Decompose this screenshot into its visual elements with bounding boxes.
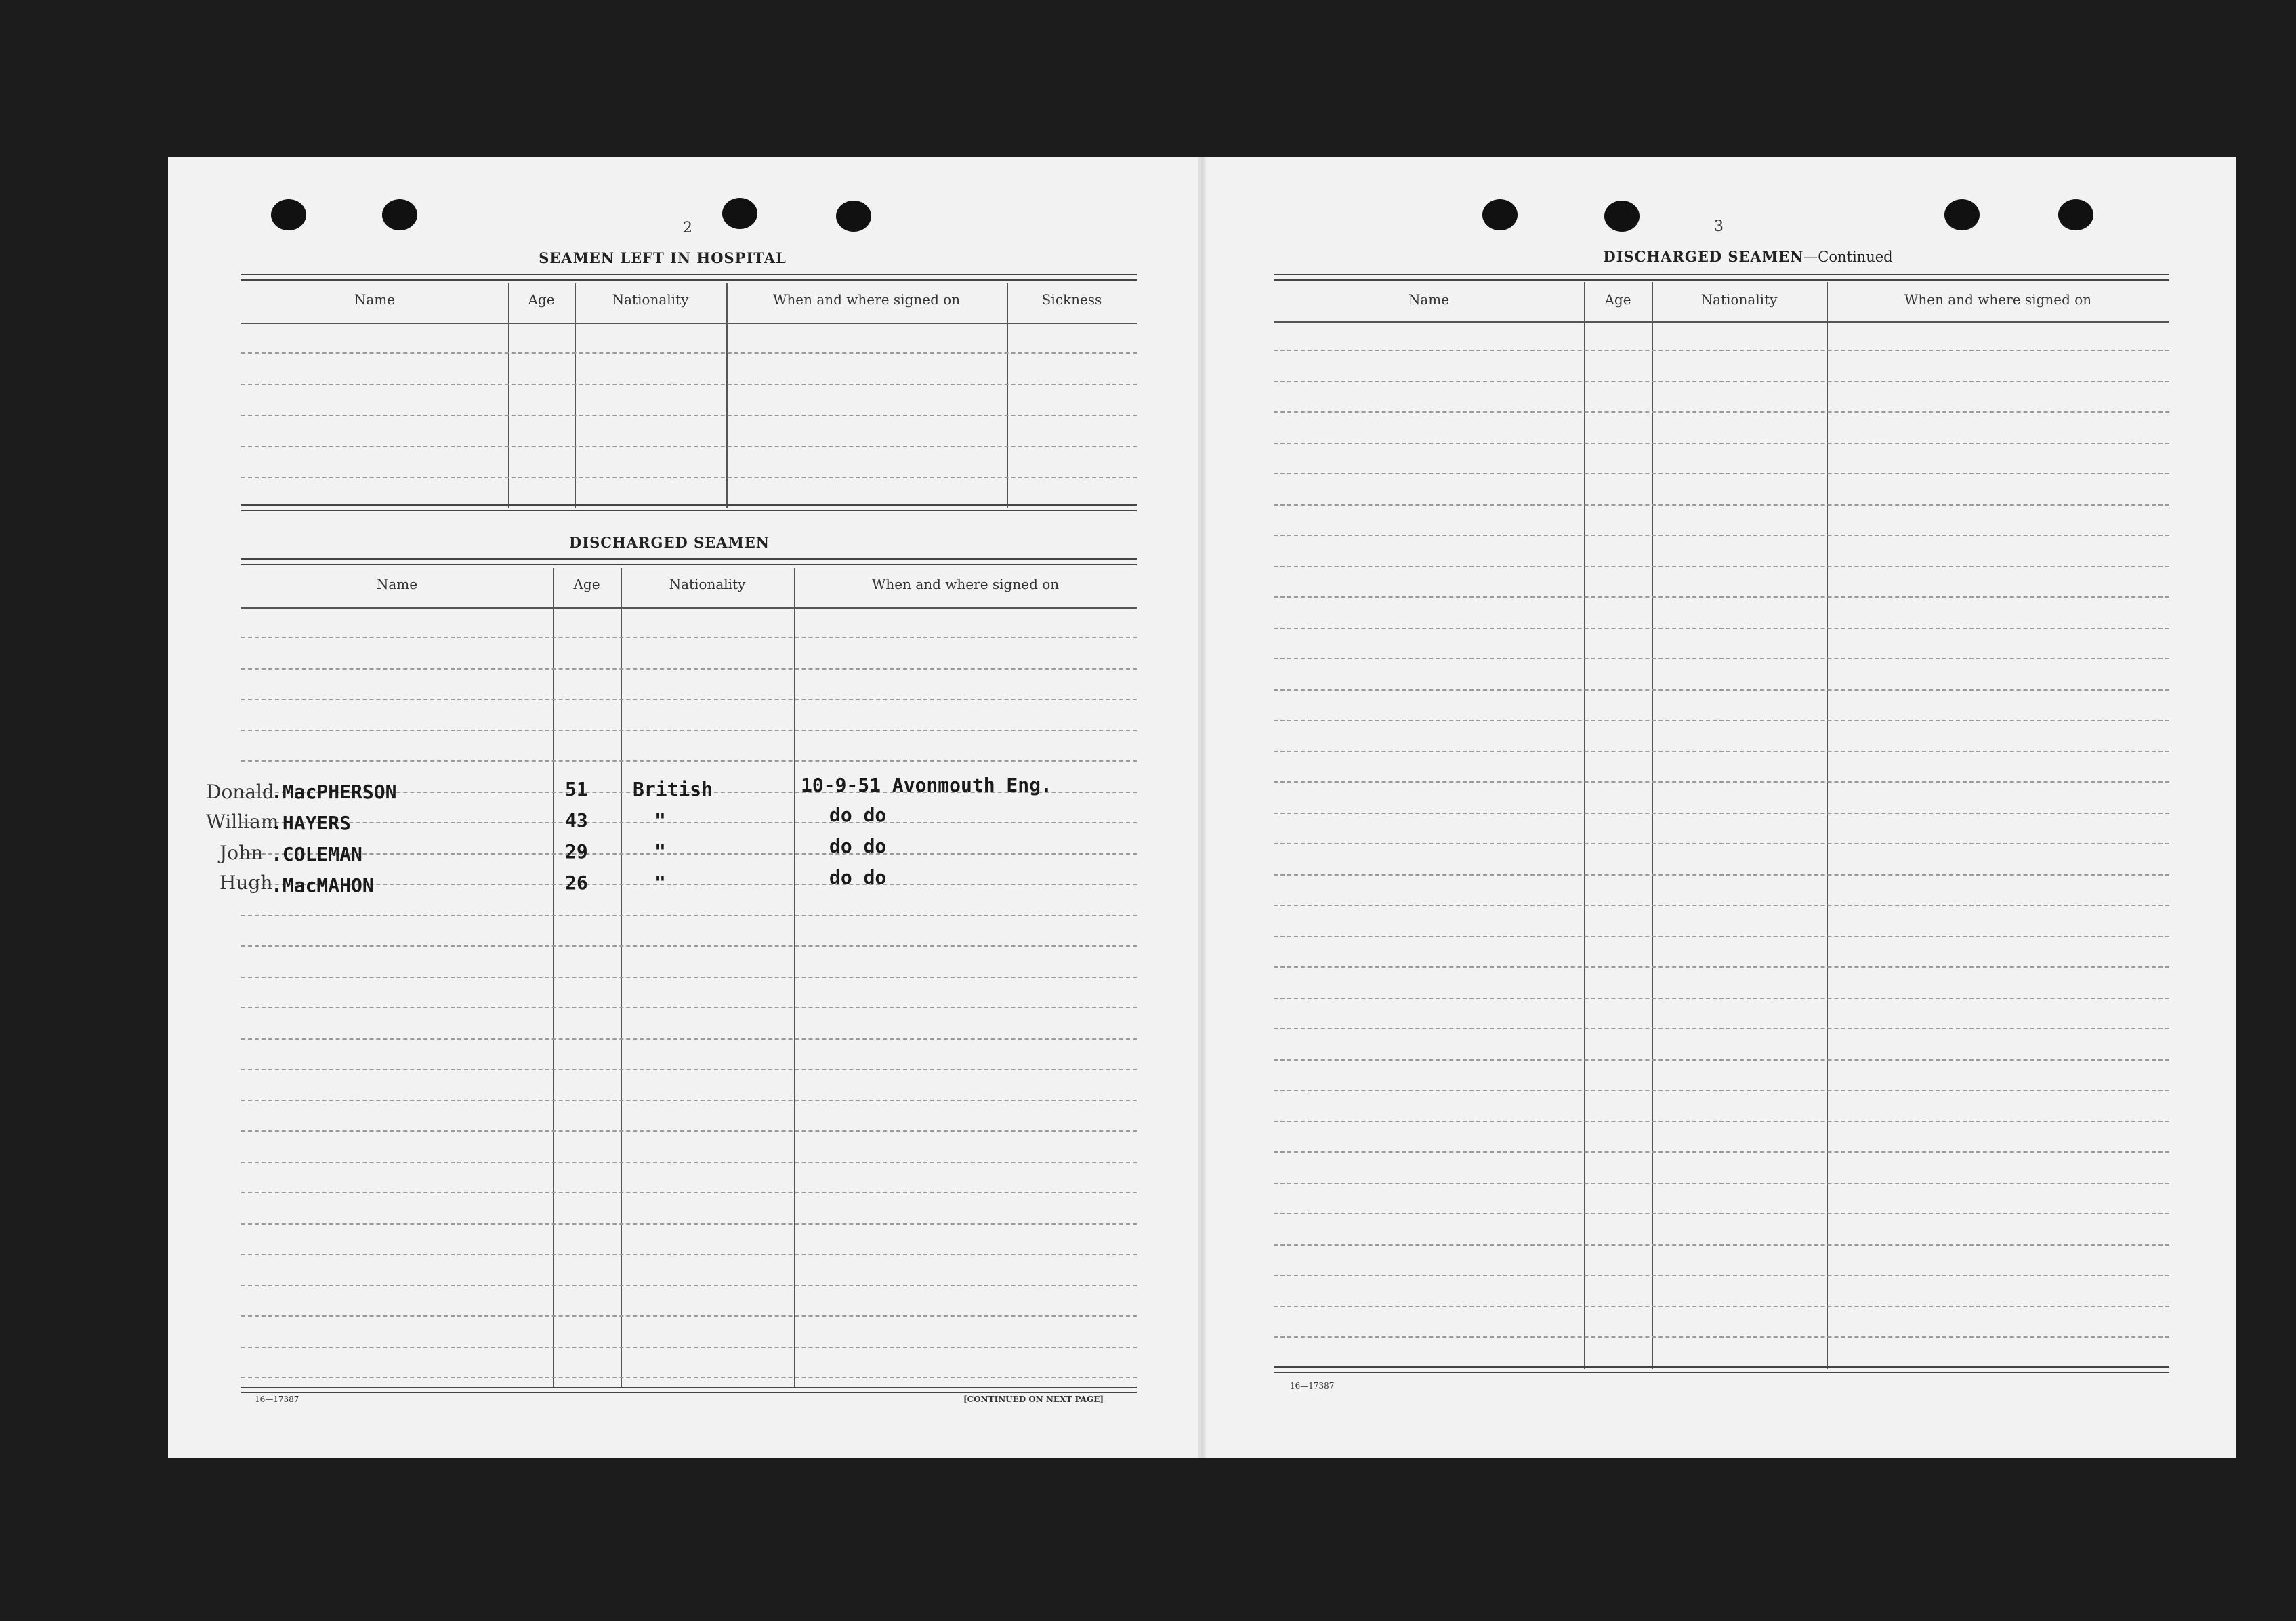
ruled-line (241, 884, 1137, 885)
punch-hole (1482, 199, 1518, 230)
ruled-line (1274, 350, 2169, 351)
right-page (1206, 157, 2236, 1458)
discharged-continued-title (1572, 248, 1924, 265)
col-header-age: Age (528, 291, 555, 308)
left-page (168, 157, 1198, 1458)
col-header-nationality: Nationality (669, 576, 746, 592)
given-name: William (206, 810, 279, 833)
punch-hole (2058, 199, 2093, 230)
nationality: " (654, 840, 666, 863)
col-header-signed-on: When and where signed on (1904, 291, 2092, 308)
ruled-line (241, 1377, 1137, 1378)
ruled-line (1274, 628, 2169, 629)
ruled-line (1274, 905, 2169, 906)
ledger-spread (168, 157, 2236, 1458)
nationality: British (633, 778, 713, 800)
punch-hole (722, 198, 757, 229)
ruled-line (1274, 813, 2169, 814)
ruled-line (1274, 1151, 2169, 1153)
ruled-line (241, 853, 1137, 855)
ruled-line (241, 760, 1137, 762)
col-header-nationality: Nationality (612, 291, 689, 308)
title-main: DISCHARGED SEAMEN (1603, 248, 1804, 265)
ruled-line (1274, 1336, 2169, 1338)
ruled-line (1274, 1059, 2169, 1061)
age: 26 (565, 871, 588, 894)
given-name: John (220, 842, 264, 864)
title-suffix: —Continued (1803, 249, 1893, 265)
punch-hole (382, 199, 417, 230)
ruled-line (241, 1007, 1137, 1008)
col-header-sickness: Sickness (1041, 291, 1102, 308)
col-header-name: Name (354, 291, 396, 308)
age: 43 (565, 809, 588, 832)
col-header-name: Name (1408, 291, 1450, 308)
ruled-line (1274, 998, 2169, 999)
given-name: Hugh (220, 871, 273, 894)
col-header-signed-on: When and where signed on (772, 291, 961, 308)
ruled-line (241, 637, 1137, 638)
ruled-line (241, 1254, 1137, 1255)
signed-on: do do (829, 866, 887, 888)
ruled-line (1274, 473, 2169, 474)
ruled-line (1274, 720, 2169, 721)
ruled-line (1274, 874, 2169, 876)
ruled-line (1274, 381, 2169, 382)
ruled-line (1274, 658, 2169, 659)
ruled-line (1274, 1213, 2169, 1214)
ruled-line (241, 977, 1137, 978)
form-code: 16—17387 (1290, 1381, 1335, 1391)
ruled-line (241, 668, 1137, 670)
surname: .HAYERS (271, 812, 352, 834)
punch-hole (1604, 201, 1640, 232)
ruled-line (1274, 689, 2169, 691)
ruled-line (241, 1223, 1137, 1225)
continued-note: [CONTINUED ON NEXT PAGE] (963, 1395, 1104, 1404)
ruled-line (241, 1162, 1137, 1163)
punch-hole (1944, 199, 1980, 230)
signed-on: 10-9-51 Avonmouth Eng. (801, 774, 1052, 796)
form-code: 16—17387 (255, 1395, 299, 1404)
page-fold (1198, 157, 1206, 1458)
ruled-line (1274, 535, 2169, 536)
nationality: " (654, 809, 666, 832)
ruled-line (1274, 596, 2169, 598)
ruled-line (241, 1038, 1137, 1040)
ruled-line (241, 1285, 1137, 1286)
page-number: 3 (1714, 218, 1724, 235)
ruled-line (1274, 1275, 2169, 1276)
col-header-age: Age (573, 576, 600, 592)
ruled-line (1274, 1244, 2169, 1246)
signed-on: do do (829, 804, 887, 826)
col-header-age: Age (1604, 291, 1631, 308)
discharged-continued-table (1274, 274, 2169, 1372)
ruled-line (1274, 1306, 2169, 1307)
given-name: Donald (206, 781, 274, 803)
surname: .MacPHERSON (271, 781, 397, 803)
surname: .COLEMAN (271, 843, 362, 865)
signed-on: do do (829, 835, 887, 857)
ruled-line (1274, 1121, 2169, 1122)
discharged-table (206, 558, 1137, 1392)
ruled-line (241, 945, 1137, 947)
ruled-line (241, 1347, 1137, 1348)
age: 29 (565, 840, 588, 863)
ruled-line (1274, 443, 2169, 444)
ruled-line (1274, 1090, 2169, 1091)
ruled-line (1274, 936, 2169, 937)
ruled-line (241, 915, 1137, 916)
ruled-line (241, 699, 1137, 700)
ruled-line (241, 730, 1137, 731)
ruled-line (1274, 566, 2169, 567)
ruled-line (1274, 1183, 2169, 1184)
page-number: 2 (683, 220, 692, 237)
ruled-line (241, 1100, 1137, 1101)
ruled-line (241, 1192, 1137, 1193)
col-header-name: Name (376, 576, 418, 592)
ruled-line (1274, 751, 2169, 752)
surname: .MacMAHON (271, 874, 374, 897)
ruled-line (241, 1130, 1137, 1132)
nationality: " (654, 871, 666, 894)
ruled-line (241, 822, 1137, 823)
ruled-line (1274, 966, 2169, 968)
ruled-line (1274, 504, 2169, 506)
ruled-line (1274, 1028, 2169, 1029)
ruled-line (1274, 411, 2169, 413)
punch-hole (836, 201, 871, 232)
ruled-line (1274, 781, 2169, 783)
hospital-section-title: SEAMEN LEFT IN HOSPITAL (539, 249, 787, 266)
punch-hole (271, 199, 306, 230)
ruled-line (241, 1069, 1137, 1070)
discharged-section-title: DISCHARGED SEAMEN (569, 534, 770, 551)
col-header-nationality: Nationality (1700, 291, 1778, 308)
ruled-line (1274, 843, 2169, 844)
col-header-signed-on: When and where signed on (871, 576, 1060, 592)
ruled-line (241, 1315, 1137, 1317)
age: 51 (565, 778, 588, 800)
